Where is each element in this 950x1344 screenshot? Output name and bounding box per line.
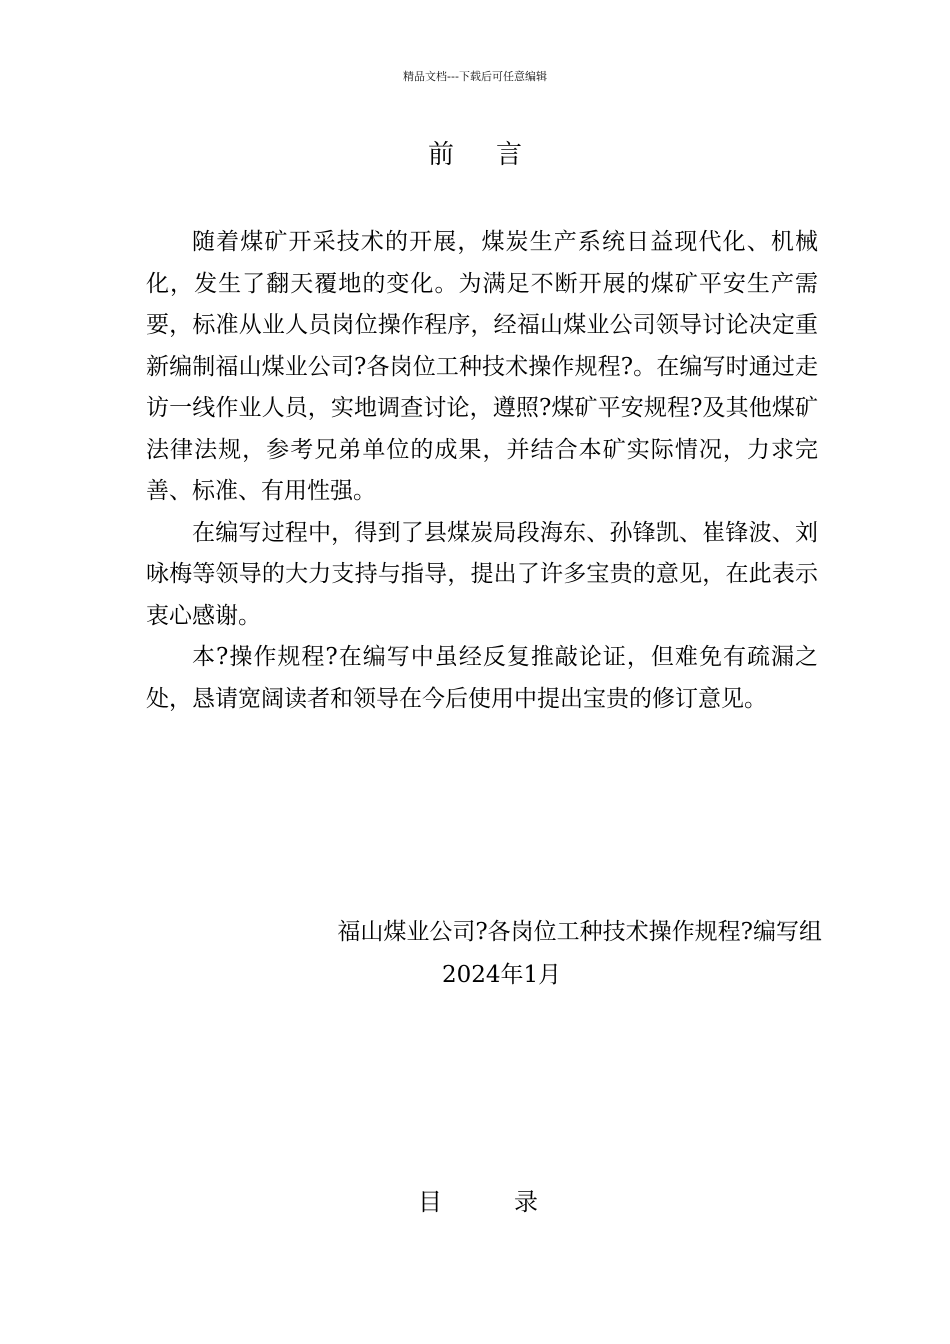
preface-date: 2024年1月 (442, 962, 562, 988)
preface-body (146, 222, 818, 720)
preface-paragraph-1: 随着煤矿开采技术的开展，煤炭生产系统日益现代化、机械化，发生了翻天覆地的变化。为满足不断开展的煤矿平安生产需要，标准从业人员岗位操作程序，经福山煤业公司领导讨论决定重新编制福山煤业公司?各岗位工种技术操作规程?。在编写时通过走访一线作业人员，实地调查讨论，遵照?煤矿平安规程?及其他煤矿法律法规，参考兄弟单位的成果，并结合本矿实际情况，力求完善、标准、有用性强。 (146, 229, 818, 504)
preface-paragraph-3: 本?操作规程?在编写中虽经反复推敲论证，但难免有疏漏之处，恳请宽阔读者和领导在今后使用中提出宝贵的修订意见。 (146, 644, 818, 712)
preface-title: 前言 (427, 140, 564, 170)
preface-paragraph-2: 在编写过程中，得到了县煤炭局段海东、孙锋凯、崔锋波、刘咏梅等领导的大力支持与指导，提出了许多宝贵的意见，在此表示衷心感谢。 (146, 519, 818, 629)
header-note: 精品文档---下载后可任意编辑 (403, 70, 547, 83)
preface-signature: 福山煤业公司?各岗位工种技术操作规程?编写组 (337, 919, 822, 945)
toc-title: 目录 (418, 1188, 610, 1216)
